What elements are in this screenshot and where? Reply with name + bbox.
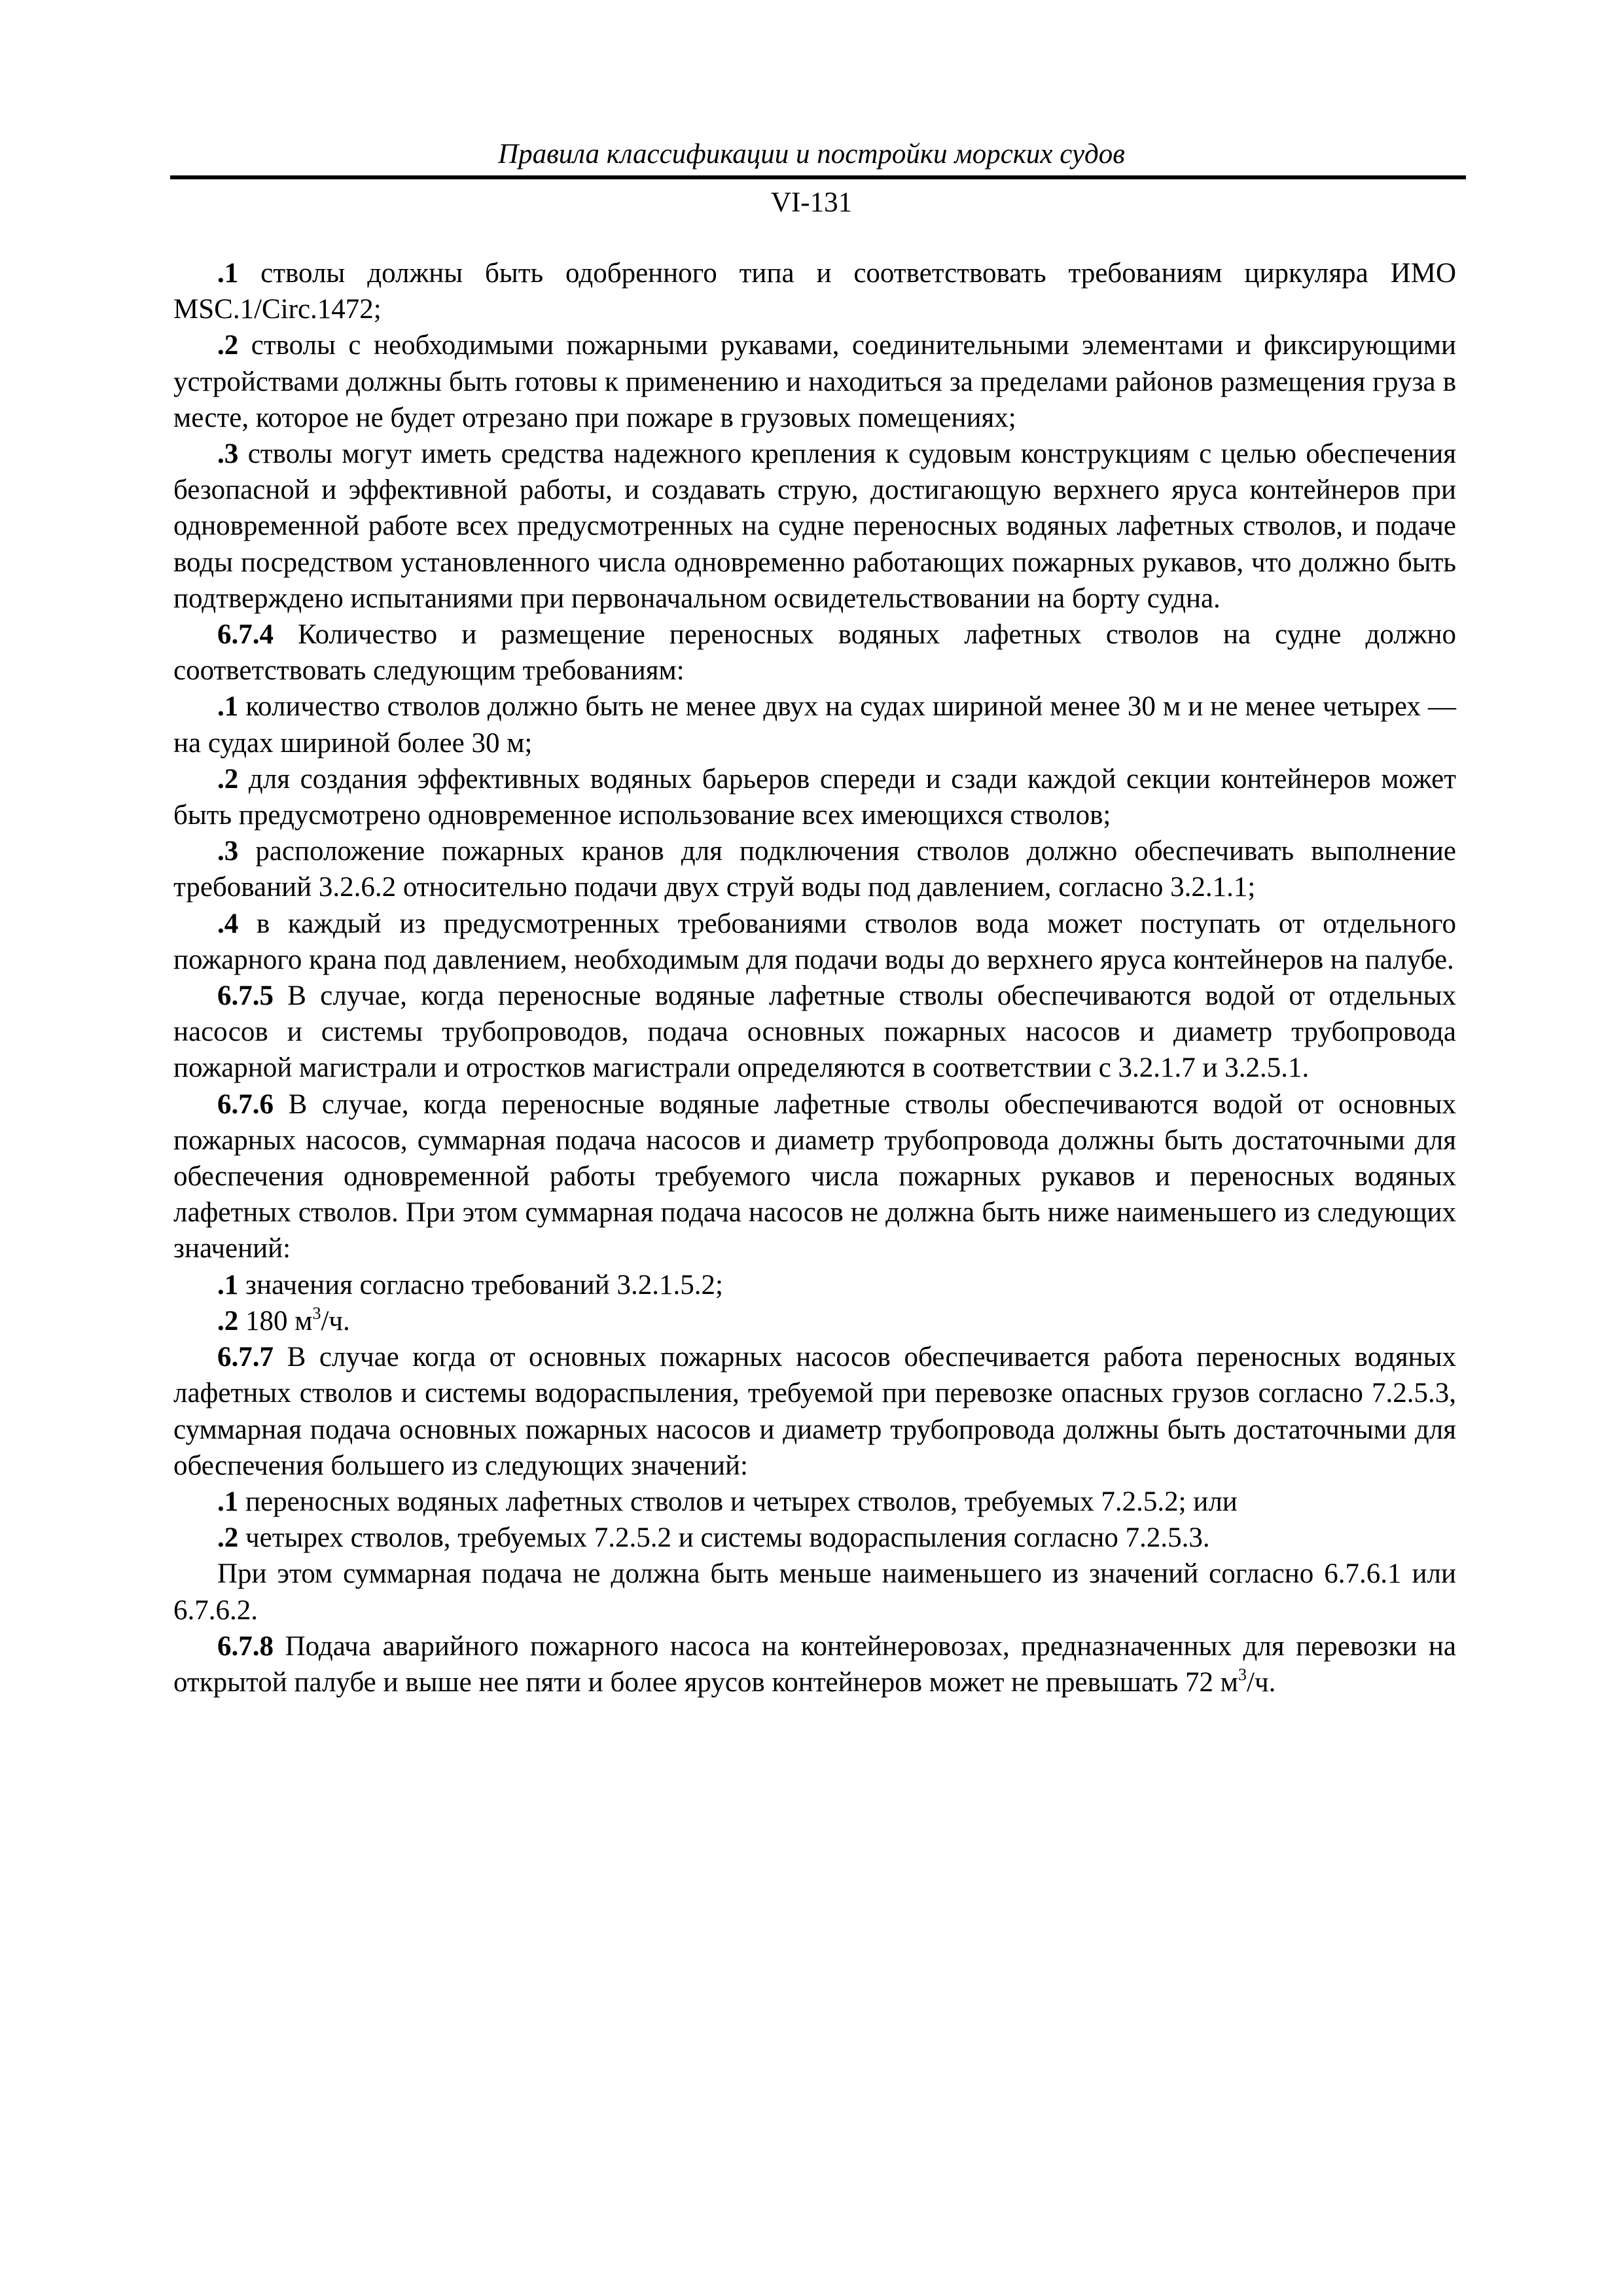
paragraph-text: Подача аварийного пожарного насоса на контейнеровозах, предназначенных для перевозки на открытой палубе и выше нее пяти и более ярусов контейнеров может не превышать 72 м	[173, 1630, 1456, 1698]
item-number: .2	[217, 1522, 239, 1554]
paragraph-text-end: /ч.	[1247, 1666, 1276, 1698]
paragraph-text: расположение пожарных кранов для подключения стволов должно обеспечивать выполнение требований 3.2.6.2 относительно подачи двух струй воды под давлением, согласно 3.2.1.1;	[173, 836, 1456, 903]
paragraph-10	[173, 1484, 1456, 1520]
item-number: .1	[217, 1486, 239, 1517]
paragraph-text: стволы должны быть одобренного типа и соответствовать требованиям циркуляра ИМО MSC.1/Circ.1472;	[173, 258, 1456, 325]
paragraph-text: При этом суммарная подача не должна быть меньше наименьшего из значений согласно 6.7.6.1 или 6.7.6.2.	[173, 1558, 1456, 1626]
section-6-7-6	[173, 1086, 1456, 1267]
paragraph-5	[173, 761, 1456, 833]
paragraph-text: количество стволов должно быть не менее двух на судах шириной менее 30 м и не менее четырех — на судах шириной более 30 м;	[173, 691, 1456, 759]
document-body	[173, 255, 1456, 1700]
section-number: 6.7.4	[217, 619, 274, 651]
paragraph-text: В случае, когда переносные водяные лафетные стволы обеспечиваются водой от отдельных насосов и системы трубопроводов, подача основных пожарных насосов и диаметр трубопровода пожарной магистрали и отростков магистрали определяются в соответствии с 3.2.1.7 и 3.2.5.1.	[173, 980, 1456, 1084]
item-number: .2	[217, 1305, 239, 1336]
paragraph-text: В случае когда от основных пожарных насосов обеспечивается работа переносных водяных лафетных стволов и системы водораспыления, требуемой при перевозке опасных грузов согласно 7.2.5.3, суммарная подача основных пожарных насосов и диаметр трубопровода должны быть достаточными для обеспечения большего из следующих значений:	[173, 1342, 1456, 1481]
paragraph-text: 180 м	[238, 1305, 313, 1336]
paragraph-1	[173, 255, 1456, 327]
item-number: .3	[217, 836, 239, 867]
section-6-7-7	[173, 1339, 1456, 1484]
item-number: .2	[217, 330, 239, 361]
paragraph-6	[173, 833, 1456, 905]
page-number: VI-131	[770, 187, 853, 218]
section-6-7-4	[173, 617, 1456, 689]
header-divider	[170, 175, 1466, 179]
paragraph-11	[173, 1520, 1456, 1556]
section-number: 6.7.5	[217, 980, 274, 1012]
section-number: 6.7.6	[217, 1088, 274, 1120]
paragraph-12	[173, 1556, 1456, 1628]
running-header-title: Правила классификации и постройки морских судов	[498, 139, 1125, 170]
paragraph-3	[173, 436, 1456, 617]
paragraph-8	[173, 1267, 1456, 1303]
paragraph-text: Количество и размещение переносных водяных лафетных стволов на судне должно соответствовать следующим требованиям:	[173, 619, 1456, 687]
paragraph-9	[173, 1303, 1456, 1339]
paragraph-4	[173, 689, 1456, 761]
paragraph-text: в каждый из предусмотренных требованиями стволов вода может поступать от отдельного пожарного крана под давлением, необходимым для подачи воды до верхнего яруса контейнеров на палубе.	[173, 908, 1456, 975]
section-number: 6.7.7	[217, 1342, 274, 1373]
section-6-7-5	[173, 978, 1456, 1086]
item-number: .1	[217, 691, 239, 723]
paragraph-2	[173, 327, 1456, 436]
item-number: .3	[217, 439, 239, 470]
paragraph-text: для создания эффективных водяных барьеров спереди и сзади каждой секции контейнеров может быть предусмотрено одновременное использование всех имеющихся стволов;	[173, 763, 1456, 831]
item-number: .1	[217, 258, 239, 289]
paragraph-text: В случае, когда переносные водяные лафетные стволы обеспечиваются водой от основных пожарных насосов, суммарная подача насосов и диаметр трубопровода должны быть достаточными для обеспечения одновременной работы требуемого числа пожарных рукавов и переносных водяных лафетных стволов. При этом суммарная подача насосов не должна быть ниже наименьшего из следующих значений:	[173, 1088, 1456, 1265]
section-number: 6.7.8	[217, 1630, 274, 1662]
paragraph-text-end: /ч.	[321, 1305, 350, 1336]
paragraph-text: четырех стволов, требуемых 7.2.5.2 и системы водораспыления согласно 7.2.5.3.	[238, 1522, 1210, 1554]
paragraph-text: стволы могут иметь средства надежного крепления к судовым конструкциям с целью обеспечения безопасной и эффективной работы, и создавать струю, достигающую верхнего яруса контейнеров при одновременной работе всех предусмотренных на судне переносных водяных лафетных стволов, и подаче воды посредством установленного числа одновременно работающих пожарных рукавов, что должно быть подтверждено испытаниями при первоначальном освидетельствовании на борту судна.	[173, 439, 1456, 614]
paragraph-text: значения согласно требований 3.2.1.5.2;	[238, 1269, 723, 1300]
superscript: 3	[1238, 1664, 1247, 1684]
item-number: .1	[217, 1269, 239, 1300]
section-6-7-8	[173, 1628, 1456, 1700]
paragraph-text: переносных водяных лафетных стволов и четырех стволов, требуемых 7.2.5.2; или	[238, 1486, 1238, 1517]
superscript: 3	[312, 1303, 321, 1323]
item-number: .4	[217, 908, 239, 939]
item-number: .2	[217, 763, 239, 795]
paragraph-text: стволы с необходимыми пожарными рукавами, соединительными элементами и фиксирующими устройствами должны быть готовы к применению и находиться за пределами районов размещения груза в месте, которое не будет отрезано при пожаре в грузовых помещениях;	[173, 330, 1456, 433]
paragraph-7	[173, 906, 1456, 978]
